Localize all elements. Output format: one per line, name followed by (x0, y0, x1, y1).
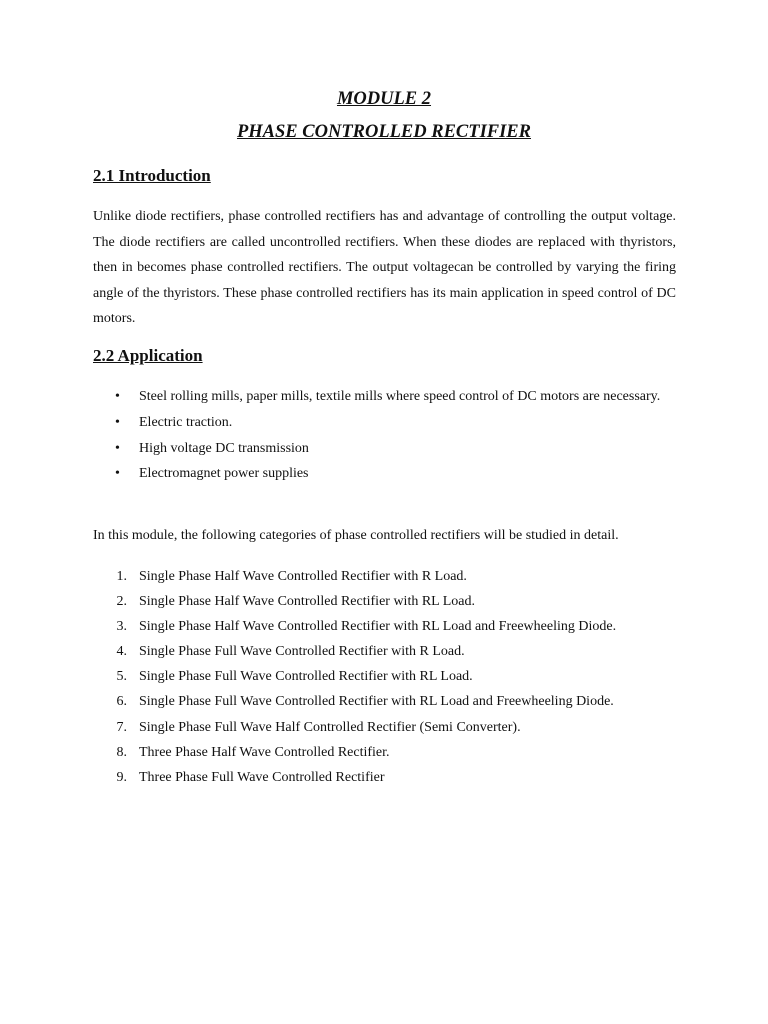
list-item-text: Single Phase Full Wave Half Controlled Rectifier (Semi Converter). (139, 719, 521, 735)
bullet-icon: • (115, 440, 120, 456)
list-item-text: Electromagnet power supplies (139, 466, 309, 482)
list-item-text: Single Phase Full Wave Controlled Rectifier with RL Load and Freewheeling Diode. (139, 694, 614, 710)
list-item-text: Single Phase Half Wave Controlled Rectifier with RL Load. (139, 594, 475, 610)
bullet-icon: • (115, 466, 120, 482)
item-number: 7. (116, 719, 127, 735)
list-item (93, 715, 616, 740)
list-item-text: Three Phase Full Wave Controlled Rectifier (139, 769, 385, 785)
categories-list (93, 564, 616, 790)
list-item-text: Single Phase Full Wave Controlled Rectifier with RL Load. (139, 669, 473, 685)
list-item-text: Steel rolling mills, paper mills, textile mills where speed control of DC motors are necessary. (139, 389, 661, 404)
list-item (93, 689, 616, 714)
item-number: 8. (116, 744, 127, 760)
application-list (93, 384, 676, 487)
module-title: MODULE 2 (336, 89, 432, 109)
list-item (93, 639, 616, 664)
item-number: 1. (116, 569, 127, 584)
list-item (93, 564, 616, 589)
list-item (93, 589, 616, 614)
categories-intro: In this module, the following categories of phase controlled rectifiers will be studied in detail. (93, 528, 619, 543)
item-number: 5. (116, 669, 127, 685)
list-item-text: Three Phase Half Wave Controlled Rectifier. (139, 744, 390, 760)
module-subtitle: PHASE CONTROLLED RECTIFIER (236, 122, 531, 142)
item-number: 4. (116, 644, 127, 660)
list-item (93, 461, 676, 487)
list-item (93, 410, 676, 436)
list-item-text: Single Phase Half Wave Controlled Rectifier with RL Load and Freewheeling Diode. (139, 619, 617, 635)
list-item-text: High voltage DC transmission (139, 440, 309, 456)
list-item (93, 436, 676, 462)
introduction-paragraph: Unlike diode rectifiers, phase controlled rectifiers has and advantage of controlling the output voltage. The diode rectifiers are called uncontrolled rectifiers. When these diodes are replaced with thyristors, then in becomes phase controlled rectifiers. The output voltagecan be controlled by varying the firing angle of the thyristors. These phase controlled rectifiers has its main application in speed control of DC motors. (93, 209, 676, 327)
item-number: 3. (116, 619, 127, 635)
list-item (93, 664, 616, 689)
bullet-icon: • (115, 414, 120, 430)
list-item (93, 384, 676, 410)
list-item (93, 765, 616, 790)
list-item-text: Electric traction. (139, 414, 233, 430)
list-item (93, 740, 616, 765)
item-number: 9. (116, 769, 127, 785)
list-item (93, 614, 616, 639)
list-item-text: Single Phase Half Wave Controlled Rectifier with R Load. (139, 569, 467, 584)
list-item-text: Single Phase Full Wave Controlled Rectifier with R Load. (139, 644, 465, 660)
item-number: 2. (116, 594, 127, 610)
introduction-heading: 2.1 Introduction (93, 166, 211, 185)
application-heading: 2.2 Application (93, 346, 203, 365)
item-number: 6. (116, 694, 127, 710)
bullet-icon: • (115, 389, 120, 404)
